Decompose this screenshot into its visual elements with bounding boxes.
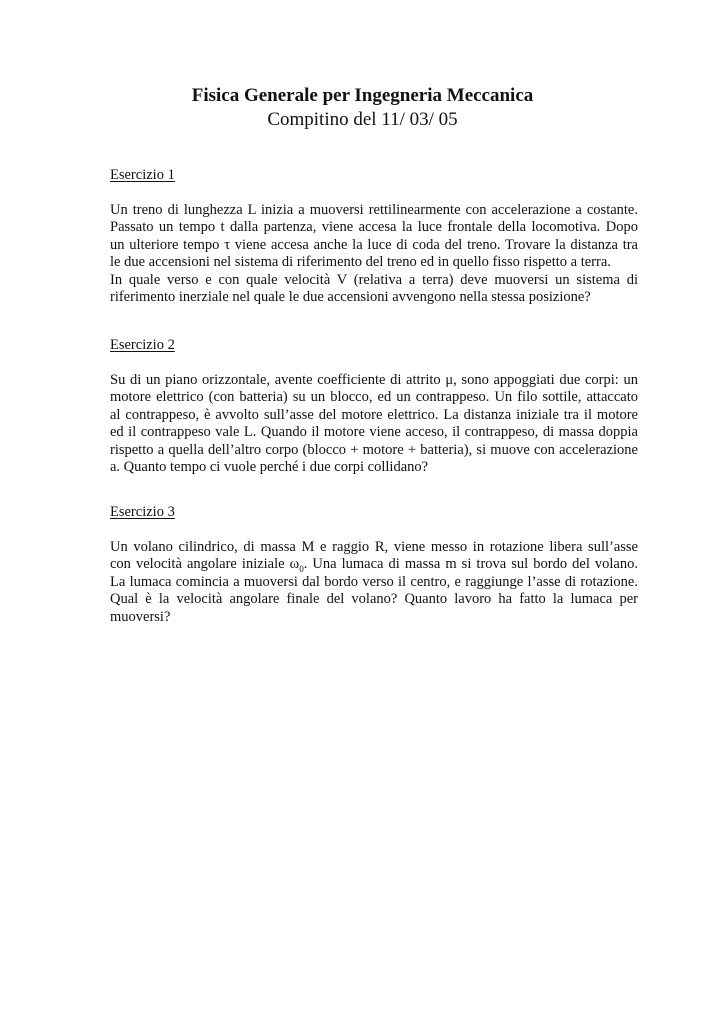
exercise-1-line: le due accensioni nel sistema di riferimento del treno ed in quello fisso rispetto a terra.	[110, 254, 611, 271]
exercise-3-line-2-start: con velocità angolare iniziale ω	[110, 556, 300, 573]
exercise-2-line: motore elettrico (con batteria) su un blocco, ed un contrappeso. Un filo sottile, attaccato	[110, 389, 638, 406]
page-title: Fisica Generale per Ingegneria Meccanica	[191, 85, 534, 106]
exercise-3-heading: Esercizio 3	[110, 504, 175, 520]
exercise-1-heading: Esercizio 1	[110, 167, 175, 183]
exercise-3-line-2-rest: . Una lumaca di massa m si trova sul bordo del volano.	[303, 556, 638, 573]
exercise-2-line: al contrappeso, è avvolto sull’asse del motore elettrico. La distanza iniziale tra il motore	[110, 406, 638, 423]
exercise-2-line: Su di un piano orizzontale, avente coefficiente di attrito μ, sono appoggiati due corpi: un	[110, 372, 638, 388]
exercise-3-line: muoversi?	[110, 608, 171, 625]
page-subtitle: Compitino del 11/ 03/ 05	[267, 109, 458, 130]
exercise-1-line: riferimento inerziale nel quale le due accensioni avvengono nella stessa posizione?	[110, 289, 591, 306]
exercise-3-text	[110, 539, 638, 626]
exercise-3-line: La lumaca comincia a muoversi dal bordo verso il centro, e raggiunge l’asse di rotazione.	[110, 573, 638, 590]
exercise-2-line: ed il contrappeso vale L. Quando il motore viene acceso, il contrappeso, di massa doppia	[110, 424, 638, 441]
exercise-3-line	[110, 556, 638, 573]
exercise-2-line: a. Quanto tempo ci vuole perché i due corpi collidano?	[110, 459, 429, 476]
exercise-2-text	[110, 372, 638, 476]
exercise-2-line: rispetto a quella dell’altro corpo (blocco + motore + batteria), si muove con accelerazione	[110, 441, 638, 458]
exercise-1-line: Un treno di lunghezza L inizia a muoversi rettilinearmente con accelerazione a costante.	[110, 202, 638, 218]
exercise-1	[110, 166, 638, 306]
exercise-3	[110, 503, 638, 626]
exercise-1-text	[110, 202, 638, 306]
exercise-1-line: un ulteriore tempo τ viene accesa anche la luce di coda del treno. Trovare la distanza tra	[110, 236, 638, 253]
exercise-3-line: Qual è la velocità angolare finale del volano? Quanto lavoro ha fatto la lumaca per	[110, 591, 638, 608]
exercise-2	[110, 336, 638, 476]
omega-subscript: 0	[299, 564, 304, 575]
exercise-1-line: In quale verso e con quale velocità V (relativa a terra) deve muoversi un sistema di	[110, 271, 638, 288]
document-header	[0, 84, 725, 132]
exercise-1-line: Passato un tempo t dalla partenza, viene accesa la luce frontale della locomotiva. Dopo	[110, 219, 638, 236]
exercise-3-line: Un volano cilindrico, di massa M e raggio R, viene messo in rotazione libera sull’asse	[110, 539, 638, 555]
exercise-2-heading: Esercizio 2	[110, 337, 175, 353]
